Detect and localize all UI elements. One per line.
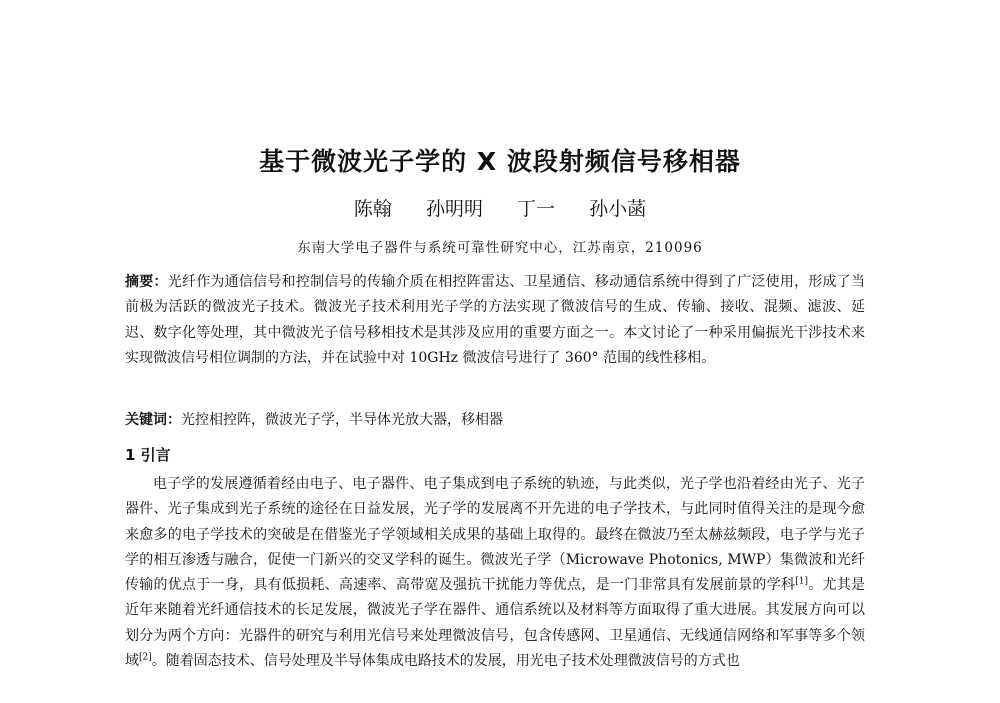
abstract-label: 摘要： — [125, 274, 168, 290]
paragraph-text: 。尤其是近年来随着光纤通信技术的长足发展，微波光子学在器件、通信系统以及材料等方面取得了重大进展。其发展方向可以划分为两个方向：光器件的研究与利用光信号来处理微波信号，包含传感网、卫星通信、无线通信网络和军事等多个领域 — [125, 577, 866, 670]
author-name: 孙明明 — [425, 198, 483, 220]
author-list — [0, 194, 1000, 221]
keywords — [125, 408, 865, 433]
author-name: 丁一 — [517, 198, 556, 220]
author-name: 陈翰 — [353, 198, 392, 220]
keywords-label: 关键词： — [125, 412, 181, 428]
affiliation: 东南大学电子器件与系统可靠性研究中心，江苏南京，210096 — [297, 240, 703, 256]
author-name: 孙小菡 — [589, 198, 647, 220]
paragraph-text: 。随着固态技术、信号处理及半导体集成电路技术的发展，用光电子技术处理微波信号的方式也 — [151, 653, 740, 670]
paragraph-text: 电子学的发展遵循着经由电子、电子器件、电子集成到电子系统的轨迹，与此类似，光子学也沿着经由光子、光子器件、光子集成到光子系统的途径在日益发展，光子学的发展离不开先进的电子学技术，与此同时值得关注的是现今愈来愈多的电子学技术的突破是在借鉴光子学领域相关成果的基础上取得的。最终在微波乃至太赫兹频段，电子学与光子学的相互渗透与融合，促使一门新兴的交叉学科的诞生。微波光子学（Microwave Photonics, MWP）集微波和光纤传输的优点于一身，具有低损耗、高速率、高带宽及强抗干扰能力等优点，是一门非常具有发展前景的学科 — [125, 476, 865, 594]
paper-title: 基于微波光子学的 X 波段射频信号移相器 — [259, 147, 741, 176]
abstract — [125, 270, 865, 371]
keywords-text: 光控相控阵，微波光子学，半导体光放大器，移相器 — [181, 412, 503, 428]
abstract-text: 光纤作为通信信号和控制信号的传输介质在相控阵雷达、卫星通信、移动通信系统中得到了广泛使用，形成了当前极为活跃的微波光子技术。微波光子技术利用光子学的方法实现了微波信号的生成、传输、接收、混频、滤波、延迟、数字化等处理，其中微波光子信号移相技术是其涉及应用的重要方面之一。本文讨论了一种采用偏振光干涉技术来实现微波信号相位调制的方法，并在试验中对 10GHz 微波信号进行了 360° 范围的线性移相。 — [125, 274, 866, 366]
body-paragraph — [125, 472, 865, 674]
citation-ref[interactable]: [2] — [139, 652, 152, 663]
section-heading: 1 引言 — [125, 446, 171, 464]
citation-ref[interactable]: [1] — [795, 576, 808, 587]
